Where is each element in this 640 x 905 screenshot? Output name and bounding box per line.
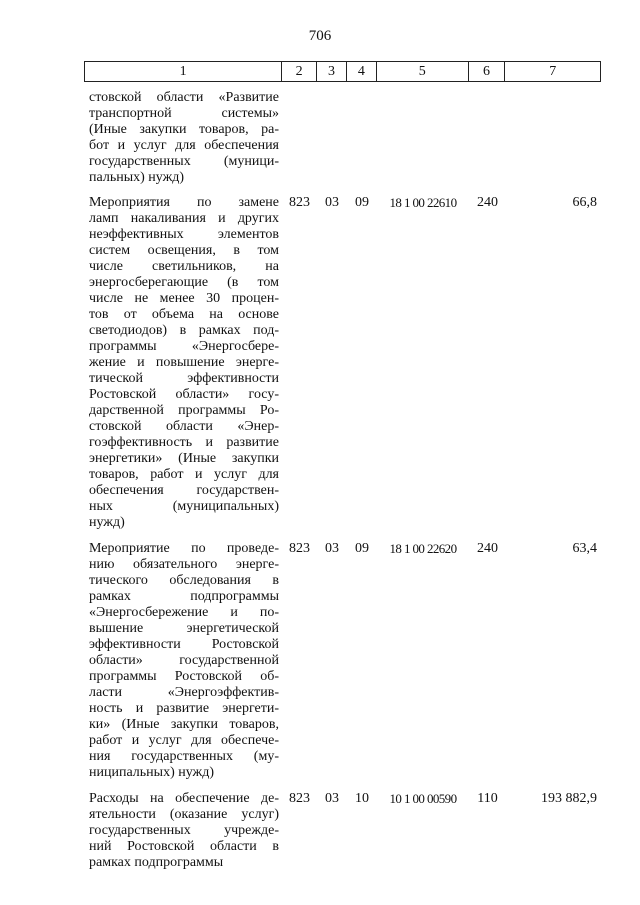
description-line: Расходы на обеспечение де- xyxy=(89,791,279,806)
description-line: тической эффективности xyxy=(89,371,279,386)
description-line: государственных учрежде- xyxy=(89,823,279,838)
table-body xyxy=(84,90,601,871)
row-subsection-code: 10 xyxy=(355,791,369,806)
row-description xyxy=(84,90,282,186)
row-target-article: 18 1 00 22610 xyxy=(389,195,457,210)
header-col-5: 5 xyxy=(377,62,469,81)
row-subsection-code: 09 xyxy=(355,541,369,556)
row-section-code: 03 xyxy=(325,541,339,556)
row-target-article: 10 1 00 00590 xyxy=(389,791,457,806)
description-line: ных (муниципальных) xyxy=(89,499,279,514)
row-subsection-code: 09 xyxy=(355,195,369,210)
table-header xyxy=(84,61,601,82)
header-col-7: 7 xyxy=(549,64,557,79)
description-line: ниципальных) нужд) xyxy=(89,765,214,780)
description-line: транспортной системы» xyxy=(89,106,279,121)
header-col-6: 6 xyxy=(469,62,506,81)
header-col-4: 4 xyxy=(347,62,377,81)
description-line: рамках подпрограммы xyxy=(89,589,279,604)
description-line: неэффективных элементов xyxy=(89,227,279,242)
description-line: ки» (Иные закупки товаров, xyxy=(89,717,279,732)
row-ministry-code: 823 xyxy=(289,195,310,210)
description-line: нужд) xyxy=(89,515,125,530)
description-line: рамках подпрограммы xyxy=(89,855,224,870)
row-section-code: 03 xyxy=(325,195,339,210)
row-expense-type: 110 xyxy=(477,791,498,806)
row-description xyxy=(84,541,282,781)
row-description xyxy=(84,791,282,871)
description-line: ний Ростовской области в xyxy=(89,839,279,854)
row-ministry-code: 823 xyxy=(289,791,310,806)
description-line: ламп накаливания и других xyxy=(89,211,279,226)
header-col-2: 2 xyxy=(282,62,317,81)
row-section-code: 03 xyxy=(325,791,339,806)
description-line: пальных) нужд) xyxy=(89,170,185,185)
table-row xyxy=(84,195,601,531)
row-target-article: 18 1 00 22620 xyxy=(389,541,457,556)
description-line: эффективности Ростовской xyxy=(89,637,279,652)
description-line: бот и услуг для обеспечения xyxy=(89,138,279,153)
description-line: тов от объема на основе xyxy=(89,307,279,322)
description-line: энергосберегающие (в том xyxy=(89,275,279,290)
table-row xyxy=(84,90,601,186)
description-line: вышение энергетической xyxy=(89,621,279,636)
description-line: гоэффективность и развитие xyxy=(89,435,279,450)
description-line: Мероприятие по проведе- xyxy=(89,541,279,556)
description-line: нию обязательного энерге- xyxy=(89,557,279,572)
description-line: ность и развитие энергети- xyxy=(89,701,279,716)
table-row xyxy=(84,541,601,781)
description-line: ния государственных (му- xyxy=(89,749,279,764)
description-line: числе не менее 30 процен- xyxy=(89,291,279,306)
row-expense-type: 240 xyxy=(477,195,498,210)
description-line: стовской области «Энер- xyxy=(89,419,279,434)
header-col-1: 1 xyxy=(85,62,282,81)
row-amount: 63,4 xyxy=(572,541,597,556)
description-line: области» государственной xyxy=(89,653,279,668)
description-line: обеспечения государствен- xyxy=(89,483,279,498)
description-line: программы Ростовской об- xyxy=(89,669,279,684)
description-line: светодиодов) в рамках под- xyxy=(89,323,279,338)
description-line: ласти «Энергоэффектив- xyxy=(89,685,279,700)
description-line: ятельности (оказание услуг) xyxy=(89,807,279,822)
description-line: государственных (муници- xyxy=(89,154,279,169)
description-line: «Энергосбережение и по- xyxy=(89,605,279,620)
description-line: (Иные закупки товаров, ра- xyxy=(89,122,279,137)
description-line: Ростовской области» госу- xyxy=(89,387,279,402)
description-line: товаров, работ и услуг для xyxy=(89,467,279,482)
description-line: стовской области «Развитие xyxy=(89,90,279,105)
row-ministry-code: 823 xyxy=(289,541,310,556)
row-expense-type: 240 xyxy=(477,541,498,556)
description-line: дарственной программы Ро- xyxy=(89,403,279,418)
page-number: 706 xyxy=(308,28,332,44)
description-line: работ и услуг для обеспече- xyxy=(89,733,279,748)
description-line: жение и повышение энерге- xyxy=(89,355,279,370)
description-line: тического обследования в xyxy=(89,573,279,588)
description-line: программы «Энергосбере- xyxy=(89,339,279,354)
description-line: Мероприятия по замене xyxy=(89,195,279,210)
description-line: числе светильников, на xyxy=(89,259,279,274)
table-row xyxy=(84,791,601,871)
budget-table xyxy=(84,61,601,871)
row-description xyxy=(84,195,282,531)
row-amount: 66,8 xyxy=(572,195,597,210)
description-line: систем освещения, в том xyxy=(89,243,279,258)
row-amount: 193 882,9 xyxy=(541,791,597,806)
description-line: энергетики» (Иные закупки xyxy=(89,451,279,466)
header-col-3: 3 xyxy=(317,62,347,81)
